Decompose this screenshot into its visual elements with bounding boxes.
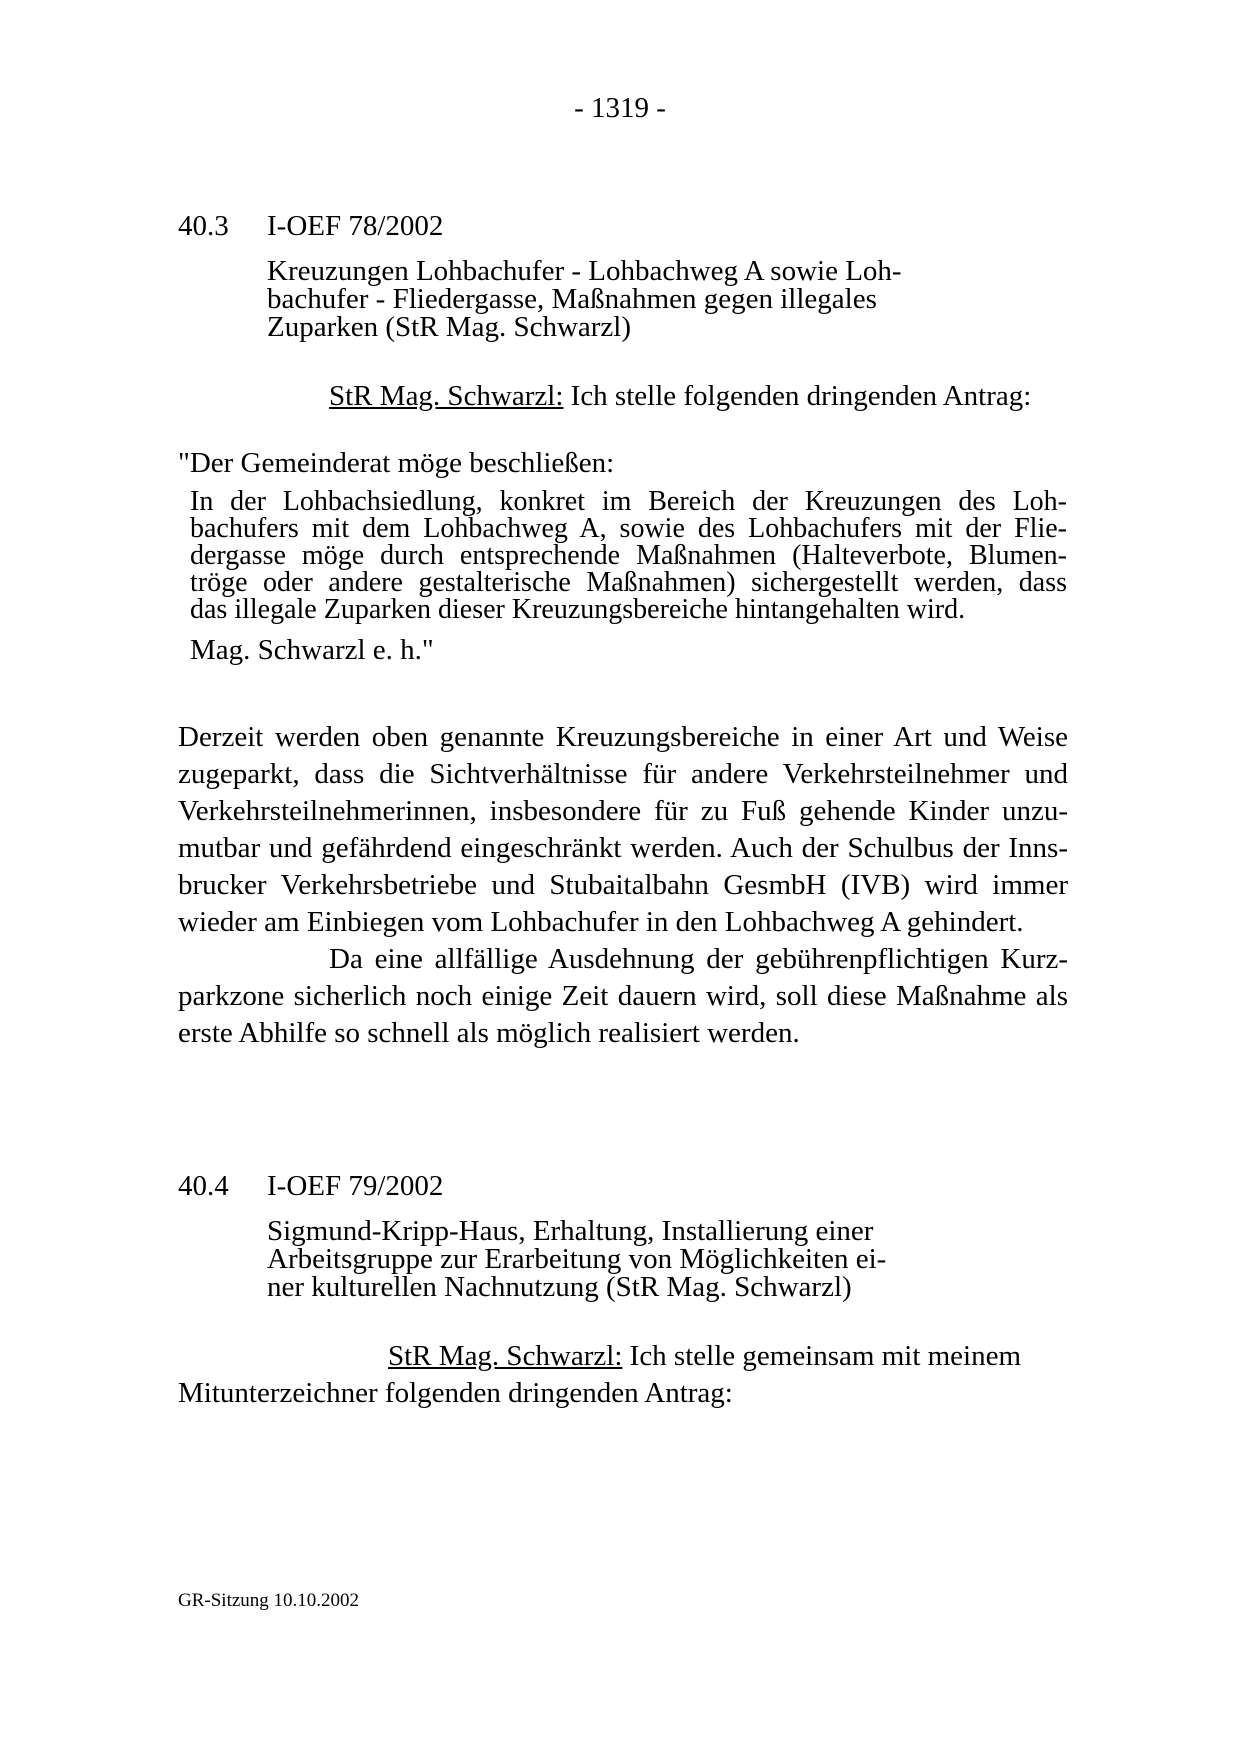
section-number-40-4: 40.4	[178, 1170, 229, 1202]
speaker-statement-40-3	[329, 380, 1031, 413]
motion-line: das illegale Zuparken dieser Kreuzungsbereiche hintangehalten wird.	[190, 594, 966, 625]
paragraph-line: Da eine allfällige Ausdehnung der gebührenpflichtigen Kurz-	[329, 943, 1068, 975]
section-subject-40-3	[267, 257, 902, 341]
speaker-statement-40-4	[388, 1340, 1021, 1373]
motion-line: dergasse möge durch entsprechende Maßnahmen (Halteverbote, Blumen-	[190, 540, 1067, 571]
speaker-text: Ich stelle folgenden dringenden Antrag:	[563, 380, 1032, 412]
paragraph-line: erste Abhilfe so schnell als möglich realisiert werden.	[178, 1017, 800, 1049]
speaker-name: StR Mag. Schwarzl:	[388, 1340, 623, 1372]
section-subject-40-4	[267, 1217, 886, 1301]
reasoning-paragraph	[178, 719, 1068, 1052]
subject-line: Arbeitsgruppe zur Erarbeitung von Möglichkeiten ei-	[267, 1243, 887, 1275]
motion-line: bachufers mit dem Lohbachweg A, sowie des Lohbachufers mit der Flie-	[190, 513, 1067, 544]
subject-line: bachufer - Fliedergasse, Maßnahmen gegen illegales	[267, 283, 877, 315]
speaker-name: StR Mag. Schwarzl:	[329, 380, 564, 412]
section-number-40-3: 40.3	[178, 210, 229, 242]
subject-line: Kreuzungen Lohbachufer - Lohbachweg A sowie Loh-	[267, 255, 902, 287]
speaker-continuation: Mitunterzeichner folgenden dringenden Antrag:	[178, 1377, 733, 1409]
paragraph-line: parkzone sicherlich noch einige Zeit dauern wird, soll diese Maßnahme als	[178, 980, 1068, 1012]
paragraph-line: brucker Verkehrsbetriebe und Stubaitalbahn GesmbH (IVB) wird immer	[178, 869, 1068, 901]
footer: GR-Sitzung 10.10.2002	[178, 1590, 360, 1611]
motion-text	[190, 488, 1067, 623]
motion-intro: "Der Gemeinderat möge beschließen:	[178, 447, 615, 479]
paragraph-line: wieder am Einbiegen vom Lohbachufer in den Lohbachweg A gehindert.	[178, 906, 1024, 938]
section-code-40-3: I-OEF 78/2002	[267, 210, 444, 242]
paragraph-line: Derzeit werden oben genannte Kreuzungsbereiche in einer Art und Weise	[178, 721, 1068, 753]
subject-line: Sigmund-Kripp-Haus, Erhaltung, Installierung einer	[267, 1215, 874, 1247]
subject-line: ner kulturellen Nachnutzung (StR Mag. Schwarzl)	[267, 1271, 852, 1303]
speaker-text: Ich stelle gemeinsam mit meinem	[622, 1340, 1022, 1372]
section-code-40-4: I-OEF 79/2002	[267, 1170, 444, 1202]
motion-signature: Mag. Schwarzl e. h."	[190, 634, 434, 666]
paragraph-line: zugeparkt, dass die Sichtverhältnisse für andere Verkehrsteilnehmer und	[178, 758, 1068, 790]
motion-line: tröge oder andere gestalterische Maßnahmen) sichergestellt werden, dass	[190, 567, 1067, 598]
page-number: - 1319 -	[574, 92, 666, 124]
paragraph-line: Verkehrsteilnehmerinnen, insbesondere für zu Fuß gehende Kinder unzu-	[178, 795, 1068, 827]
paragraph-line: mutbar und gefährdend eingeschränkt werden. Auch der Schulbus der Inns-	[178, 832, 1068, 864]
subject-line: Zuparken (StR Mag. Schwarzl)	[267, 311, 632, 343]
motion-line: In der Lohbachsiedlung, konkret im Bereich der Kreuzungen des Loh-	[190, 486, 1067, 517]
